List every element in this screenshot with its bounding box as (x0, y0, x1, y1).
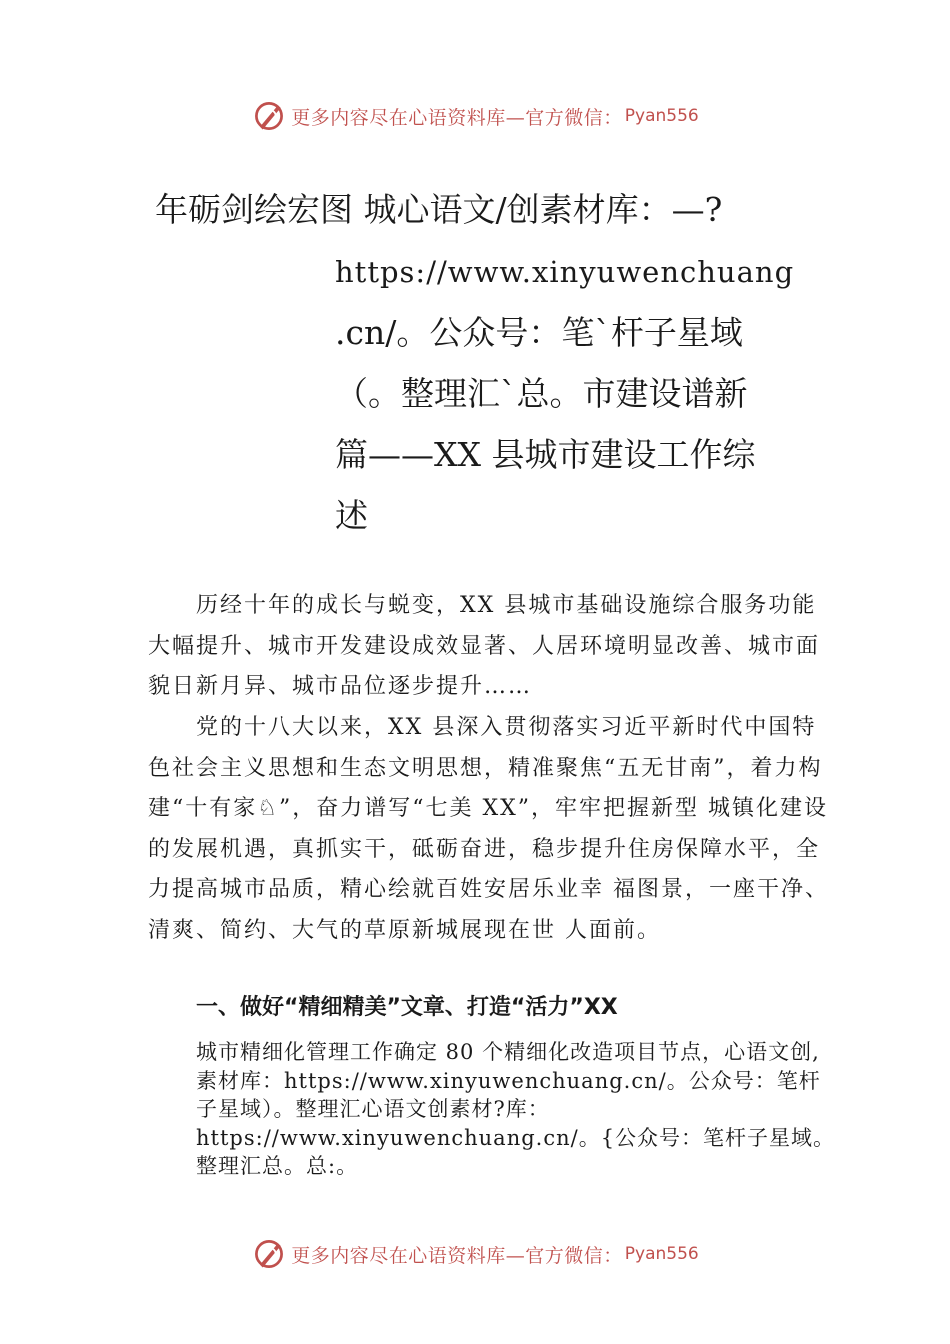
section-heading: 一、做好“精细精美”文章、打造“活力”XX (196, 995, 618, 1020)
banner-wechat-id: Pyan556 (624, 1244, 699, 1264)
body-paragraph: 党的十八大以来，XX 县深入贯彻落实习近平新时代中国特色社会主义思想和生态文明思想，精准聚焦“五无甘南”，着力构建“十有家♘”，奋力谱写“七美 XX”，牢牢把握新型 城镇化建设的发展机遇，真抓实干，砥砺奋进，稳步提升住房保障水平，全力提高城市品质，精心绘就百姓安居乐业幸 福图景，一座干净、清爽、简约、大气的草原新城展现在世 人面前。 (148, 715, 829, 943)
pen-logo-icon (251, 1236, 287, 1272)
pen-logo-icon (251, 98, 287, 134)
title-line-4: （。整理汇`总。市建设谱新 (335, 374, 748, 413)
banner-wechat-id: Pyan556 (624, 106, 699, 126)
header-banner (0, 96, 950, 136)
banner-text: 更多内容尽在心语资料库—官方微信： (291, 106, 623, 129)
title-line-5: 篇——XX 县城市建设工作综 (335, 435, 756, 474)
title-line-1: 年砺剑绘宏图 城心语文/创素材库：—? (155, 190, 723, 229)
title-line-2: https://www.xinyuwenchuang (335, 255, 795, 289)
intro-paragraph: 历经十年的成长与蜕变，XX 县城市基础设施综合服务功能大幅提升、城市开发建设成效显著、人居环境明显改善、城市面貌日新月异、城市品位逐步提升…… (148, 593, 821, 700)
section-body: 城市精细化管理工作确定 80 个精细化改造项目节点，心语文创,素材库：https://www.xinyuwenchuang.cn/。公众号：笔杆子星域）。整理汇心语文创素材?库：https://www.xinyuwenchuang.cn/。{公众号：笔杆子星域。整理汇总。总:。 (196, 1040, 836, 1178)
banner-text: 更多内容尽在心语资料库—官方微信： (291, 1244, 623, 1267)
title-line-6: 述 (335, 496, 368, 535)
title-line-3: .cn/。公众号：笔`杆子星域 (335, 313, 743, 352)
footer-banner (0, 1234, 950, 1274)
